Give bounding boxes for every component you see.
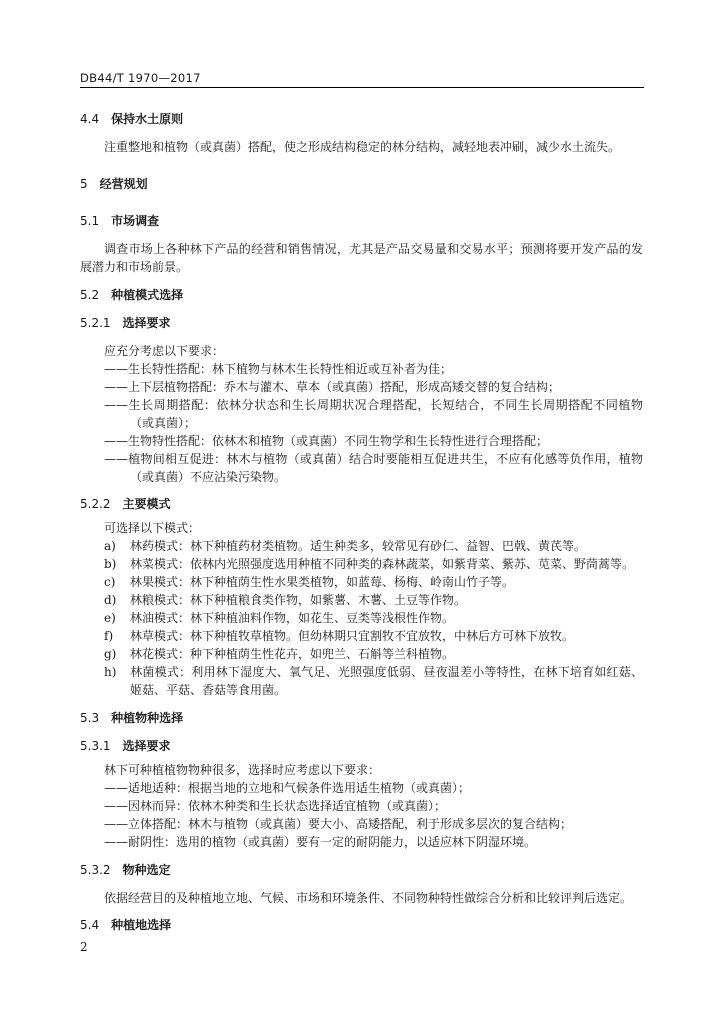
heading-number: 5.1 (80, 214, 100, 228)
list-item: ——上下层植物搭配：乔木与灌木、草本（或真菌）搭配，形成高矮交替的复合结构； (104, 380, 561, 394)
intro-5-2-1: 应充分考虑以下要求： (104, 344, 225, 358)
heading-title: 种植物种选择 (111, 711, 184, 725)
item-label: h) (104, 665, 117, 679)
heading-number: 5.3.2 (80, 863, 111, 877)
document-id: DB44/T 1970—2017 (80, 71, 201, 85)
item-label: g) (104, 647, 117, 661)
item-text: 林菜模式：依林内光照强度选用种植不同种类的森林蔬菜，如紫背菜、紫苏、苋菜、野茼蒿等。 (130, 557, 635, 571)
heading-number: 5.3.1 (80, 739, 111, 753)
item-text: 林油模式：林下种植油料作物，如花生、豆类等浅根性作物。 (130, 611, 455, 625)
heading-5-3-1 (80, 737, 643, 755)
list-item: ——生物特性搭配：依林木和植物（或真菌）不同生物学和生长特性进行合理搭配； (104, 434, 549, 448)
heading-title: 种植模式选择 (111, 288, 184, 302)
item-label: d) (104, 593, 117, 607)
heading-title: 主要模式 (122, 497, 171, 511)
heading-5-2-1 (80, 314, 643, 332)
list-item (80, 573, 643, 591)
heading-5-4 (80, 916, 643, 934)
heading-4-4 (80, 110, 643, 128)
heading-title: 物种选定 (122, 863, 171, 877)
item-label: a) (104, 539, 116, 553)
heading-number: 4.4 (80, 112, 100, 126)
list-item: ——耐阴性：选用的植物（或真菌）要有一定的耐阴能力，以适应林下阴湿环境。 (104, 835, 537, 849)
list-item (80, 537, 643, 555)
list-item: ——植物间相互促进：林木与植物（或真菌）结合时要能相互促进共生，不应有化感等负作用，植物（或真菌）不应沾染污染物。 (104, 452, 643, 484)
heading-number: 5.4 (80, 918, 100, 932)
list-item: ——生长特性搭配：林下植物与林木生长特性相近或互补者为佳； (104, 362, 453, 376)
intro-5-2-2: 可选择以下模式： (104, 521, 201, 535)
paragraph-5-3-2: 依据经营目的及种植地立地、气候、市场和环境条件、不同物种特性做综合分析和比较评判后选定。 (104, 891, 633, 905)
list-item: ——因林而异：依林木种类和生长状态选择适宜植物（或真菌）； (104, 799, 447, 813)
heading-title: 选择要求 (122, 739, 171, 753)
heading-5-3-2 (80, 861, 643, 879)
item-label: b) (104, 557, 117, 571)
item-text: 林花模式：种下种植荫生性花卉，如兜兰、石斛等兰科植物。 (130, 647, 455, 661)
item-text: 林药模式：林下种植药材类植物。适生种类多，较常见有砂仁、益智、巴戟、黄芪等。 (130, 539, 587, 553)
heading-title: 选择要求 (122, 316, 171, 330)
list-item (80, 645, 643, 663)
item-text: 林粮模式：林下种植粮食类作物，如紫薯、木薯、土豆等作物。 (130, 593, 467, 607)
item-label: c) (104, 575, 116, 589)
heading-5-2-2 (80, 495, 643, 513)
item-text: 林果模式：林下种植荫生性水果类植物，如蓝莓、杨梅、岭南山竹子等。 (130, 575, 515, 589)
heading-5-1 (80, 212, 643, 230)
list-item: ——立体搭配：林木与植物（或真菌）要大小、高矮搭配，利于形成多层次的复合结构； (104, 817, 573, 831)
list-item (80, 609, 643, 627)
heading-5-2 (80, 286, 643, 304)
list-item (80, 663, 643, 699)
header-rule (80, 87, 644, 88)
list-item: ——生长周期搭配：依林分状态和生长周期状况合理搭配，长短结合，不同生长周期搭配不同植物（或真菌）； (104, 398, 643, 430)
paragraph-4-4: 注重整地和植物（或真菌）搭配，使之形成结构稳定的林分结构，减轻地表冲刷，减少水土流失。 (104, 140, 621, 154)
heading-number: 5.2 (80, 288, 100, 302)
page-content (80, 100, 643, 934)
item-label: f) (104, 629, 114, 643)
heading-number: 5.2.2 (80, 497, 111, 511)
list-item (80, 591, 643, 609)
heading-title: 种植地选择 (111, 918, 172, 932)
intro-5-3-1: 林下可种植植物物种很多，选择时应考虑以下要求： (104, 763, 381, 777)
list-item (80, 555, 643, 573)
heading-number: 5.2.1 (80, 316, 111, 330)
item-text: 林草模式：林下种植牧草植物。但幼林期只宜割牧不宜放牧，中林后方可林下放牧。 (130, 629, 575, 643)
heading-title: 市场调查 (111, 214, 160, 228)
heading-5 (80, 175, 643, 193)
paragraph-5-1: 调查市场上各种林下产品的经营和销售情况，尤其是产品交易量和交易水平；预测将要开发产品的发展潜力和市场前景。 (80, 242, 643, 274)
list-item: ——适地适种：根据当地的立地和气候条件选用适生植物（或真菌）； (104, 781, 471, 795)
item-label: e) (104, 611, 116, 625)
item-text: 林菌模式：利用林下湿度大、氧气足、光照强度低弱、昼夜温差小等特性，在林下培育如红菇、姬菇、平菇、香菇等食用菌。 (130, 665, 643, 697)
heading-number: 5.3 (80, 711, 100, 725)
heading-number: 5 (80, 177, 88, 191)
page-number: 2 (80, 940, 88, 954)
list-item (80, 627, 643, 645)
heading-5-3 (80, 709, 643, 727)
heading-title: 保持水土原则 (111, 112, 184, 126)
heading-title: 经营规划 (99, 177, 148, 191)
